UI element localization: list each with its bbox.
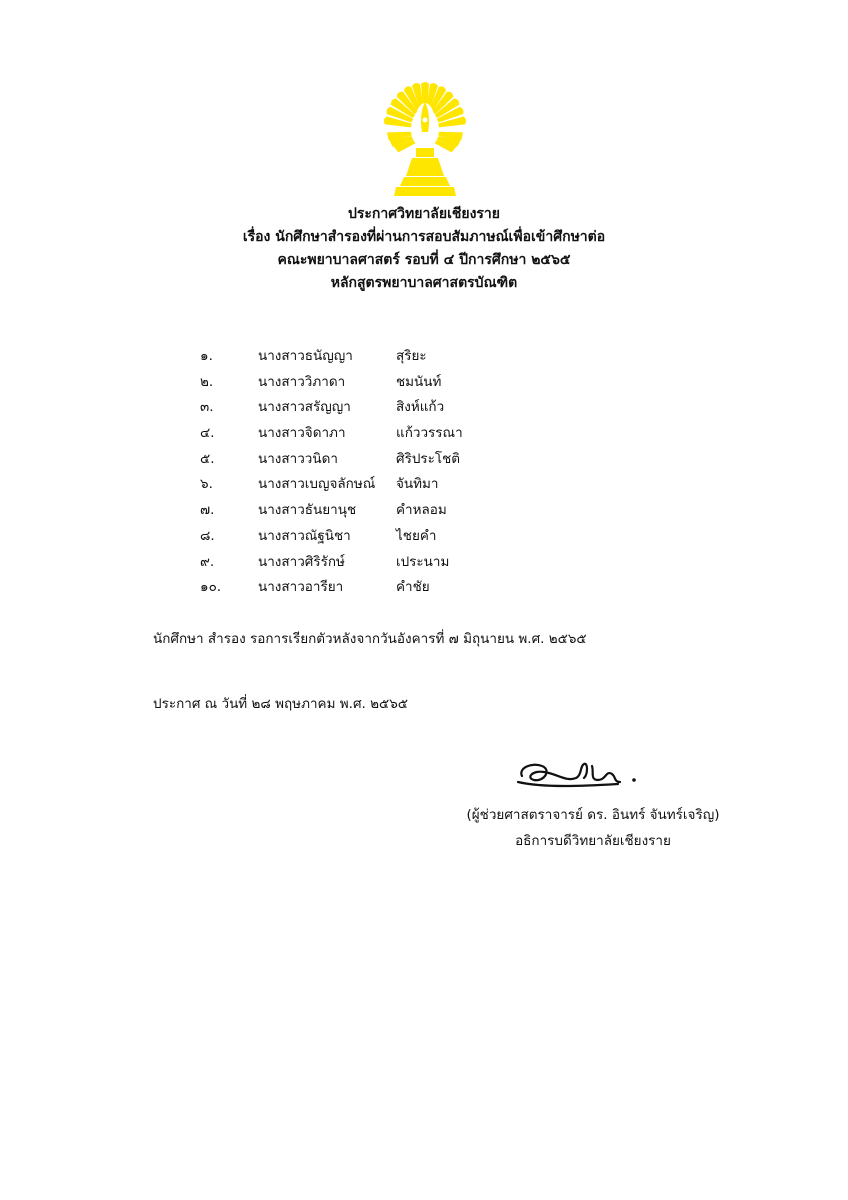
signer-position: อธิการบดีวิทยาลัยเชียงราย [515, 833, 671, 849]
student-last-name: ชมนันท์ [396, 373, 442, 390]
program-name: หลักสูตรพยาบาลศาสตรบัณฑิต [330, 275, 518, 291]
student-last-name: จันทิมา [396, 476, 439, 493]
student-last-name: สุริยะ [396, 348, 427, 364]
student-first-name: นางสาวธันยานุช [258, 502, 357, 519]
student-first-name: นางสาวศิริรักษ์ [258, 553, 345, 570]
student-first-name: นางสาวณัฐนิชา [258, 527, 351, 544]
student-first-name: นางสาววิภาดา [258, 373, 346, 390]
signer-name: (ผู้ช่วยศาสตราจารย์ ดร. อินทร์ จันทร์เจริญ) [466, 807, 720, 823]
student-number: ๔. [200, 425, 215, 442]
student-first-name: นางสาวธนัญญา [258, 348, 353, 364]
student-number: ๑๐. [200, 579, 222, 596]
announcement-subject: เรื่อง นักศึกษาสำรองที่ผ่านการสอบสัมภาษณ์เพื่อเข้าศึกษาต่อ [242, 229, 606, 245]
student-last-name: ศิริประโชติ [396, 450, 461, 467]
student-number: ๒. [200, 373, 214, 390]
student-last-name: คำชัย [396, 579, 430, 596]
student-first-name: นางสาวสรัญญา [258, 399, 351, 416]
announcement-title: ประกาศวิทยาลัยเชียงราย [348, 206, 500, 222]
signature-icon [514, 752, 654, 792]
student-last-name: สิงห์แก้ว [396, 399, 445, 416]
waitlist-note: นักศึกษา สำรอง รอการเรียกตัวหลังจากวันอังคารที่ ๗ มิถุนายน พ.ศ. ๒๕๖๕ [153, 631, 587, 647]
student-number: ๗. [200, 502, 215, 519]
student-number: ๑. [200, 348, 213, 364]
student-last-name: ไชยคำ [396, 527, 437, 544]
student-number: ๘. [200, 527, 215, 544]
student-first-name: นางสาววนิดา [258, 450, 338, 467]
student-first-name: นางสาวอารียา [258, 579, 344, 596]
faculty-round-line: คณะพยาบาลศาสตร์ รอบที่ ๔ ปีการศึกษา ๒๕๖๕ [277, 252, 571, 268]
student-first-name: นางสาวเบญจลักษณ์ [258, 476, 376, 493]
student-number: ๕. [200, 450, 215, 467]
student-number: ๙. [200, 553, 215, 570]
student-number: ๖. [200, 476, 213, 493]
student-last-name: เประนาม [396, 553, 450, 570]
university-emblem-icon [382, 80, 468, 198]
student-last-name: คำหลอม [396, 502, 447, 519]
student-number: ๓. [200, 399, 214, 416]
student-last-name: แก้ววรรณา [396, 425, 463, 442]
announcement-header [0, 203, 848, 295]
student-first-name: นางสาวจิดาภา [258, 425, 346, 442]
signer-block [448, 802, 738, 854]
announcement-date: ประกาศ ณ วันที่ ๒๘ พฤษภาคม พ.ศ. ๒๕๖๕ [153, 696, 409, 712]
